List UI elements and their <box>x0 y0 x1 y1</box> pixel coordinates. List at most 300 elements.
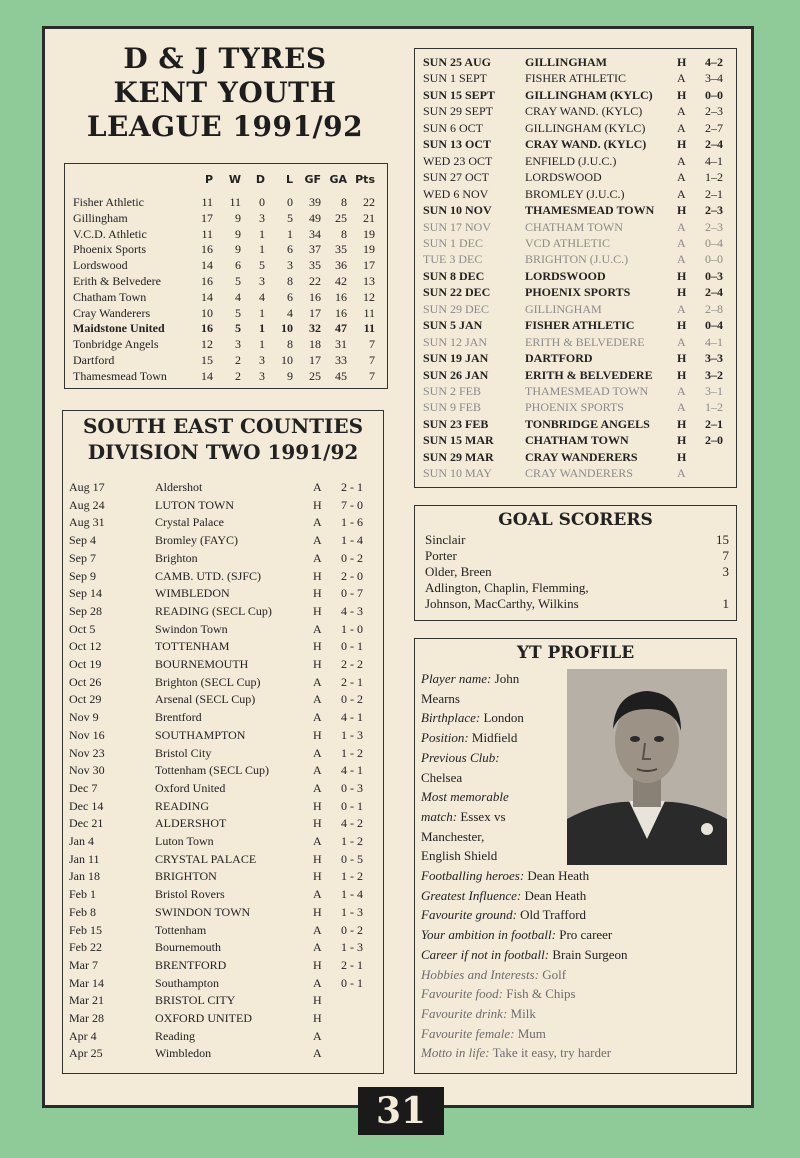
fixture-venue: A <box>677 334 686 349</box>
fixture-row <box>63 975 383 991</box>
profile-label: Career if not in football: <box>421 946 550 962</box>
fixture-date: WED 6 NOV <box>423 186 489 201</box>
fixture-date: Nov 9 <box>69 710 99 725</box>
fixture-venue: A <box>313 975 322 990</box>
fixture-opponent: WIMBLEDON <box>155 586 230 601</box>
profile-label: Footballing heroes: <box>421 868 525 883</box>
fixture-row <box>63 815 383 831</box>
scorer-row <box>425 532 729 548</box>
fixture-venue: H <box>677 55 687 69</box>
fixture-row <box>415 383 736 399</box>
fixture-row <box>415 219 736 235</box>
fixture-date: Nov 16 <box>69 727 105 742</box>
fixture-opponent: READING <box>155 798 209 813</box>
profile-value: Brain Surgeon <box>549 946 628 962</box>
stat-ga: 8 <box>341 226 347 241</box>
fixture-opponent: TOTTENHAM <box>155 639 230 654</box>
stat-w: 5 <box>235 305 241 320</box>
fixture-date: Mar 21 <box>69 993 104 1008</box>
stat-gf: 17 <box>309 353 321 367</box>
fixture-date: SUN 29 DEC <box>423 301 490 316</box>
fixture-score: 2–4 <box>705 137 723 152</box>
fixture-score: 0 - 5 <box>341 851 363 866</box>
profile-value: Take it easy, try harder <box>489 1045 612 1061</box>
fixture-row <box>415 251 736 267</box>
fixture-score: 4 - 1 <box>341 710 363 725</box>
fixture-date: Dec 14 <box>69 798 104 813</box>
fixture-date: Jan 4 <box>69 834 94 848</box>
fixture-score: 0 - 3 <box>341 780 363 795</box>
secl-title-line: SOUTH EAST COUNTIES <box>82 414 364 438</box>
fixture-opponent: CAMB. UTD. (SJFC) <box>155 568 262 583</box>
stat-l: 6 <box>287 289 293 304</box>
fixture-date: Sep 28 <box>69 603 102 618</box>
fixture-row <box>63 603 383 619</box>
fixture-row <box>63 674 383 690</box>
fixture-venue: A <box>313 550 322 565</box>
kent-title-line: KENT YOUTH <box>113 76 337 109</box>
fixture-opponent: Reading <box>155 1028 195 1043</box>
fixture-score: 0–4 <box>705 318 723 333</box>
fixture-row <box>63 621 383 637</box>
fixture-date: SUN 25 AUG <box>423 55 492 69</box>
fixture-date: Feb 22 <box>69 940 102 955</box>
fixture-opponent: Bristol City <box>155 745 212 760</box>
scorer-goals: 1 <box>722 596 729 611</box>
stat-ga: 45 <box>335 368 347 383</box>
fixture-date: SUN 19 JAN <box>423 351 489 366</box>
stat-d: 3 <box>259 368 265 383</box>
fixture-opponent: Brighton <box>155 550 198 565</box>
fixture-date: Aug 31 <box>69 515 105 530</box>
team-name: Erith & Belvedere <box>73 274 161 288</box>
fixture-venue: H <box>313 904 322 919</box>
fixture-opponent: ERITH & BELVEDERE <box>525 334 645 349</box>
secl-title <box>63 413 383 465</box>
fixture-row <box>63 656 383 672</box>
team-name: Maidstone United <box>73 321 165 336</box>
stat-d: 0 <box>259 195 265 209</box>
fixture-opponent: LORDSWOOD <box>525 170 602 185</box>
scorer-names: Adlington, Chaplin, Flemming, <box>425 580 589 595</box>
stat-w: 5 <box>235 274 241 288</box>
profile-line <box>421 807 506 827</box>
fixture-score: 2 - 1 <box>341 674 363 689</box>
stat-gf: 22 <box>309 274 321 288</box>
fixture-date: Feb 8 <box>69 904 96 919</box>
stat-ga: 16 <box>335 289 347 304</box>
stat-w: 9 <box>235 242 241 257</box>
profile-label: Greatest Influence: <box>421 887 522 903</box>
fixture-opponent: FISHER ATHLETIC <box>525 318 635 333</box>
fixture-opponent: Bristol Rovers <box>155 887 225 902</box>
fixture-opponent: Arsenal (SECL Cup) <box>155 692 256 707</box>
fixture-opponent: DARTFORD <box>525 351 593 366</box>
fixture-row <box>63 532 383 548</box>
stat-d: 3 <box>259 274 265 288</box>
fixture-score: 0–0 <box>705 252 723 267</box>
goal-scorers-title: GOAL SCORERS <box>498 510 653 530</box>
stat-ga: 31 <box>335 337 347 352</box>
fixture-opponent: BRIGHTON (J.U.C.) <box>525 252 629 267</box>
fixture-venue: H <box>313 1011 322 1025</box>
fixture-venue: H <box>313 657 322 671</box>
scorer-row <box>425 548 729 564</box>
profile-label: Favourite drink: <box>421 1005 508 1021</box>
fixture-venue: A <box>677 235 686 250</box>
fixture-opponent: Swindon Town <box>155 621 228 636</box>
fixture-opponent: THAMESMEAD TOWN <box>525 203 655 218</box>
fixture-venue: A <box>677 252 686 267</box>
secl-fixtures-box <box>62 410 384 1074</box>
stat-ga: 33 <box>335 353 347 367</box>
fixture-score: 2–3 <box>705 219 723 234</box>
fixture-date: Apr 4 <box>69 1028 97 1043</box>
profile-value: Dean Heath <box>521 887 587 903</box>
profile-label: Your ambition in football: <box>421 927 556 943</box>
fixture-opponent: Brentford <box>155 710 202 725</box>
fixture-date: SUN 10 NOV <box>423 203 492 218</box>
fixture-row <box>415 268 736 284</box>
fixture-venue: A <box>313 780 322 795</box>
fixture-date: Dec 7 <box>69 780 98 795</box>
fixture-score: 3–3 <box>705 351 723 366</box>
fixture-opponent: BROMLEY (J.U.C.) <box>525 186 625 201</box>
profile-value: English Shield <box>421 848 498 864</box>
fixture-venue: A <box>313 621 322 636</box>
fixture-opponent: Brighton (SECL Cup) <box>155 674 261 689</box>
profile-value: Mum <box>514 1025 546 1041</box>
fixture-score: 3–2 <box>705 367 723 382</box>
fixture-venue: H <box>313 639 322 654</box>
profile-value: Pro career <box>555 927 613 943</box>
stat-w: 6 <box>235 258 241 273</box>
table-row <box>65 368 387 384</box>
kent-fixtures-box <box>414 48 737 488</box>
profile-value: London <box>480 710 524 726</box>
table-row <box>65 226 387 242</box>
profile-value: Midfield <box>468 730 518 746</box>
fixture-opponent: GILLINGHAM (KYLC) <box>525 87 653 102</box>
fixture-score: 0 - 1 <box>341 798 363 813</box>
fixture-date: SUN 23 FEB <box>423 416 489 431</box>
yt-profile-box <box>414 638 737 1074</box>
stat-d: 1 <box>259 226 265 241</box>
column-header: D <box>255 173 265 186</box>
fixture-venue: H <box>313 568 322 583</box>
stat-w: 9 <box>235 226 241 241</box>
table-row <box>65 210 387 226</box>
fixture-score: 0 - 1 <box>341 639 363 654</box>
stat-gf: 34 <box>309 226 321 241</box>
fixture-score: 1 - 2 <box>341 869 363 884</box>
profile-line <box>421 866 589 886</box>
fixture-score: 4–1 <box>705 334 723 349</box>
profile-label: Motto in life: <box>421 1045 490 1061</box>
fixture-row <box>415 87 736 103</box>
scorer-names: Porter <box>425 548 457 563</box>
profile-label: Hobbies and Interests: <box>421 966 539 982</box>
fixture-date: TUE 3 DEC <box>423 252 483 267</box>
fixture-score: 0–4 <box>705 235 723 250</box>
fixture-venue: A <box>313 515 322 530</box>
fixture-score: 7 - 0 <box>341 497 363 512</box>
stat-w: 5 <box>235 321 241 336</box>
fixture-date: Oct 29 <box>69 692 102 707</box>
stat-ga: 47 <box>335 321 347 336</box>
stat-l: 4 <box>287 305 293 320</box>
fixture-score: 4 - 1 <box>341 763 363 778</box>
fixture-opponent: ALDERSHOT <box>155 816 227 831</box>
fixture-venue: H <box>313 586 322 601</box>
stat-pts: 7 <box>369 353 375 367</box>
fixture-venue: A <box>677 120 686 135</box>
fixture-date: Jan 11 <box>69 851 100 866</box>
fixture-row <box>63 1045 383 1061</box>
fixture-score: 1 - 4 <box>341 887 363 902</box>
table-header-row <box>65 172 387 188</box>
stat-pts: 19 <box>363 226 375 241</box>
fixture-score: 1 - 3 <box>341 904 363 919</box>
profile-label: Favourite food: <box>421 986 503 1002</box>
fixture-date: Sep 9 <box>69 568 96 583</box>
fixture-date: SUN 1 DEC <box>423 235 484 250</box>
stat-pts: 22 <box>363 195 375 209</box>
fixture-venue: A <box>677 170 686 185</box>
profile-line <box>421 886 586 906</box>
stat-p: 14 <box>201 258 213 273</box>
stat-l: 5 <box>287 210 293 225</box>
fixture-row <box>63 479 383 495</box>
fixture-row <box>63 851 383 867</box>
fixture-score: 2–1 <box>705 416 723 431</box>
fixture-score: 1 - 0 <box>341 621 363 636</box>
fixture-score: 2–8 <box>705 301 723 316</box>
profile-label: Previous Club: <box>421 749 500 765</box>
fixture-date: SUN 12 JAN <box>423 334 488 349</box>
team-name: Tonbridge Angels <box>73 337 159 352</box>
stat-pts: 12 <box>363 289 375 304</box>
stat-pts: 7 <box>369 368 375 383</box>
fixture-row <box>415 54 736 70</box>
stat-d: 1 <box>259 242 265 257</box>
fixture-date: SUN 9 FEB <box>423 400 482 415</box>
fixture-row <box>63 585 383 601</box>
profile-value: Manchester, <box>421 828 485 844</box>
fixture-opponent: LORDSWOOD <box>525 268 606 283</box>
fixture-opponent: Southampton <box>155 975 220 990</box>
fixture-opponent: Aldershot <box>155 480 203 494</box>
fixture-venue: A <box>313 1046 322 1061</box>
fixture-venue: A <box>313 692 322 707</box>
profile-line <box>421 945 628 965</box>
fixture-date: Dec 21 <box>69 816 104 831</box>
fixture-opponent: Bournemouth <box>155 940 221 955</box>
fixture-venue: A <box>313 745 322 760</box>
fixture-row <box>63 762 383 778</box>
stat-ga: 25 <box>335 210 347 225</box>
profile-line <box>421 1004 536 1024</box>
fixture-row <box>63 514 383 530</box>
fixture-row <box>415 136 736 152</box>
fixture-row <box>63 497 383 513</box>
team-name: Dartford <box>73 353 115 367</box>
fixture-date: SUN 6 OCT <box>423 120 484 135</box>
fixture-score: 2 - 1 <box>341 480 363 494</box>
column-header: GF <box>304 173 321 186</box>
profile-line <box>421 846 497 866</box>
stat-d: 3 <box>259 210 265 225</box>
stat-ga: 36 <box>335 258 347 273</box>
table-row <box>65 352 387 368</box>
team-name: Thamesmead Town <box>73 368 167 383</box>
scorer-goals: 15 <box>716 532 729 547</box>
fixture-venue: A <box>677 466 686 481</box>
fixture-venue: A <box>677 71 686 86</box>
fixture-opponent: GILLINGHAM <box>525 55 608 69</box>
fixture-date: SUN 17 NOV <box>423 219 492 234</box>
fixture-venue: A <box>313 533 322 548</box>
stat-ga: 16 <box>335 305 347 320</box>
stat-p: 14 <box>201 368 213 383</box>
fixture-venue: H <box>677 137 687 152</box>
profile-value: Old Trafford <box>516 907 587 923</box>
stat-gf: 35 <box>309 258 321 273</box>
fixture-venue: H <box>677 285 687 300</box>
fixture-score: 0 - 2 <box>341 692 363 707</box>
fixture-date: SUN 2 FEB <box>423 384 482 398</box>
fixture-row <box>63 709 383 725</box>
fixture-date: Apr 25 <box>69 1046 103 1061</box>
kent-title-line: D & J TYRES <box>123 42 327 75</box>
stat-l: 9 <box>287 368 293 383</box>
column-header: GA <box>329 173 347 186</box>
table-row <box>65 257 387 273</box>
fixture-score: 4–2 <box>705 55 723 69</box>
fixture-row <box>415 186 736 202</box>
stat-p: 14 <box>201 289 213 304</box>
fixture-venue: H <box>313 603 322 618</box>
stat-d: 4 <box>259 289 265 304</box>
scorer-row <box>425 596 729 612</box>
fixture-date: SUN 15 MAR <box>423 433 494 448</box>
fixture-opponent: Tottenham (SECL Cup) <box>155 763 270 778</box>
fixture-score: 2–7 <box>705 120 723 135</box>
team-name: Cray Wanderers <box>73 305 151 320</box>
profile-line <box>421 965 566 985</box>
stat-w: 4 <box>235 289 241 304</box>
fixture-date: SUN 27 OCT <box>423 170 490 185</box>
stat-ga: 8 <box>341 195 347 209</box>
fixture-opponent: CHATHAM TOWN <box>525 219 623 234</box>
fixture-opponent: Wimbledon <box>155 1046 212 1061</box>
fixture-score: 2 - 0 <box>341 568 363 583</box>
fixture-opponent: GILLINGHAM (KYLC) <box>525 120 646 135</box>
fixture-opponent: BRISTOL CITY <box>155 993 236 1008</box>
fixture-opponent: BOURNEMOUTH <box>155 657 249 671</box>
stat-w: 2 <box>235 368 241 383</box>
fixture-score: 0 - 2 <box>341 922 363 937</box>
fixture-date: Nov 30 <box>69 763 105 778</box>
secl-title-line: DIVISION TWO 1991/92 <box>87 440 359 464</box>
fixture-row <box>63 1010 383 1026</box>
fixture-venue: H <box>313 869 322 884</box>
fixture-venue: H <box>313 993 322 1008</box>
fixture-date: Oct 12 <box>69 639 102 654</box>
scorer-goals: 3 <box>722 564 729 579</box>
profile-line <box>421 689 460 709</box>
fixture-score: 4 - 3 <box>341 603 363 618</box>
profile-line <box>421 925 612 945</box>
fixture-score: 1 - 3 <box>341 727 363 742</box>
scorer-row <box>425 564 729 580</box>
stat-pts: 11 <box>363 305 375 320</box>
fixture-venue: H <box>313 727 322 742</box>
fixture-score: 2–1 <box>705 186 723 201</box>
fixture-venue: H <box>313 816 322 831</box>
fixture-row <box>415 350 736 366</box>
table-row <box>65 194 387 210</box>
team-name: Chatham Town <box>73 289 147 304</box>
fixture-row <box>415 169 736 185</box>
fixture-row <box>63 868 383 884</box>
page-number: 31 <box>358 1087 444 1135</box>
stat-l: 10 <box>281 321 293 336</box>
team-name: Gillingham <box>73 210 128 225</box>
fixture-venue: H <box>677 268 687 283</box>
scorer-row <box>425 580 725 596</box>
stat-w: 3 <box>235 337 241 352</box>
profile-value: John <box>491 671 520 686</box>
fixture-score: 1 - 6 <box>341 515 363 530</box>
stat-gf: 39 <box>309 195 321 209</box>
fixture-row <box>415 449 736 465</box>
column-header: W <box>228 173 241 186</box>
stat-p: 12 <box>201 337 213 352</box>
kent-title-line: LEAGUE 1991/92 <box>86 110 364 143</box>
team-name: Lordswood <box>73 258 128 273</box>
table-row <box>65 273 387 289</box>
fixture-opponent: Crystal Palace <box>155 515 224 530</box>
kent-league-table <box>64 163 388 389</box>
fixture-venue: A <box>677 219 686 234</box>
profile-line <box>421 984 576 1004</box>
fixture-opponent: Tottenham <box>155 922 207 937</box>
stat-gf: 16 <box>309 289 321 304</box>
fixture-opponent: LUTON TOWN <box>155 497 234 512</box>
fixture-row <box>63 1028 383 1044</box>
stat-pts: 11 <box>363 321 375 336</box>
fixture-score: 2–0 <box>705 433 723 448</box>
stat-gf: 17 <box>309 305 321 320</box>
stat-l: 8 <box>287 337 293 352</box>
fixture-opponent: Luton Town <box>155 834 214 848</box>
fixture-opponent: SOUTHAMPTON <box>155 727 246 742</box>
fixture-date: Aug 24 <box>69 497 105 512</box>
fixture-opponent: OXFORD UNITED <box>155 1011 252 1025</box>
fixture-score: 1–2 <box>705 400 723 415</box>
fixture-date: Jan 18 <box>69 869 100 884</box>
fixture-venue: H <box>677 367 687 382</box>
fixture-venue: A <box>313 674 322 689</box>
fixture-date: Mar 7 <box>69 957 98 972</box>
profile-line <box>421 787 509 807</box>
player-photo <box>567 669 727 865</box>
fixture-venue: H <box>313 957 322 972</box>
profile-line <box>421 748 500 768</box>
stat-p: 16 <box>201 274 213 288</box>
scorer-goals: 7 <box>722 548 729 563</box>
